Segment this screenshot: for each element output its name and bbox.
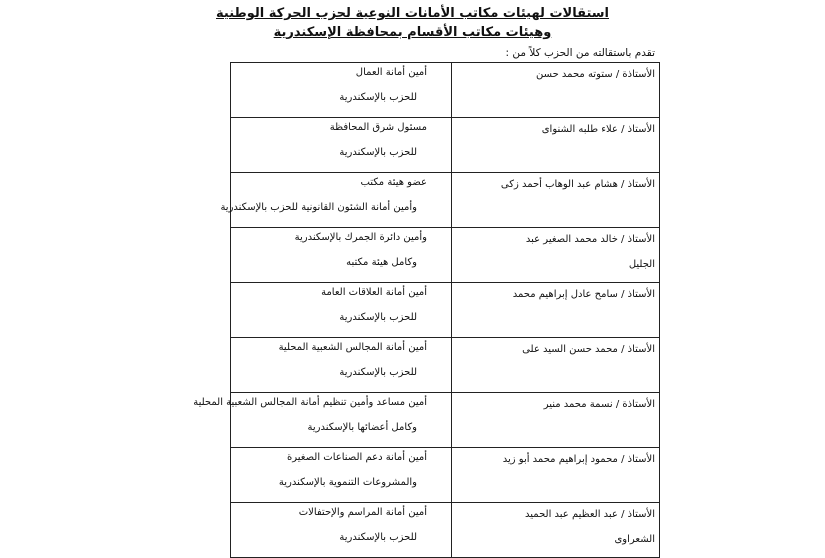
intro-text: تقدم باستقالته من الحزب كلاً من :: [505, 47, 655, 59]
position-detail: للحزب بالإسكندرية: [339, 92, 417, 103]
position-cell: [231, 228, 452, 283]
person-name: الأستاذة / ستوته محمد حسن: [536, 69, 655, 80]
position-title: أمين أمانة العمال: [355, 67, 427, 78]
position-title: مسئول شرق المحافظة: [329, 122, 427, 133]
position-title: أمين مساعد وأمين تنظيم أمانة المجالس الشعبية المحلية: [193, 397, 427, 408]
table-row: [231, 118, 660, 173]
position-cell: [231, 63, 452, 118]
position-title: أمين أمانة دعم الصناعات الصغيرة: [287, 452, 427, 463]
position-cell: [220, 173, 452, 228]
person-name-continued: الشعراوى: [614, 534, 655, 545]
document-title: استقالات لهيئات مكاتب الأمانات النوعية لحزب الحركة الوطنية: [216, 6, 609, 21]
table-row: [231, 448, 660, 503]
position-title: أمين أمانة المراسم والإحتفالات: [298, 507, 427, 518]
person-name: الأستاذ / محمود إبراهيم محمد أبو زيد: [502, 454, 655, 465]
document-subtitle: وهيئات مكاتب الأقسام بمحافظة الإسكندرية: [273, 25, 552, 40]
position-detail: للحزب بالإسكندرية: [339, 312, 417, 323]
position-title: وأمين دائرة الجمرك بالإسكندرية: [294, 232, 427, 243]
position-detail: وكامل أعضائها بالإسكندرية: [307, 422, 417, 433]
position-title: أمين أمانة المجالس الشعبية المحلية: [278, 342, 427, 353]
table-row: [231, 228, 660, 283]
position-detail: وكامل هيئة مكتبه: [346, 257, 417, 268]
table-row: [231, 173, 660, 228]
position-title: عضو هيئة مكتب: [360, 177, 427, 188]
position-cell: [231, 118, 452, 173]
person-name: الأستاذة / نسمة محمد منير: [543, 399, 655, 410]
person-name-cell: [452, 283, 660, 338]
position-cell: [193, 393, 452, 448]
person-name: الأستاذ / عبد العظيم عبد الحميد: [525, 509, 655, 520]
position-detail: وأمين أمانة الشئون القانونية للحزب بالإسكندرية: [220, 202, 417, 213]
person-name: الأستاذ / هشام عبد الوهاب أحمد زكى: [500, 179, 655, 190]
position-cell: [231, 338, 452, 393]
position-cell: [231, 448, 452, 503]
position-cell: [231, 503, 452, 558]
table-row: [231, 63, 660, 118]
table-row: [231, 393, 660, 448]
position-cell: [231, 283, 452, 338]
person-name: الأستاذ / علاء طلبه الشنواى: [541, 124, 655, 135]
position-detail: للحزب بالإسكندرية: [339, 532, 417, 543]
resignations-table: [193, 62, 660, 558]
person-name-cell: [452, 448, 660, 503]
position-detail: والمشروعات التنموية بالإسكندرية: [278, 477, 417, 488]
position-title: أمين أمانة العلاقات العامة: [321, 287, 427, 298]
table-row: [231, 283, 660, 338]
person-name-continued: الجليل: [628, 259, 655, 270]
position-detail: للحزب بالإسكندرية: [339, 147, 417, 158]
person-name-cell: [452, 393, 660, 448]
person-name-cell: [452, 118, 660, 173]
table-row: [231, 503, 660, 558]
person-name-cell: [452, 503, 660, 558]
person-name-cell: [452, 173, 660, 228]
person-name: الأستاذ / خالد محمد الصغير عبد: [525, 234, 655, 245]
person-name-cell: [452, 338, 660, 393]
person-name-cell: [452, 63, 660, 118]
person-name-cell: [452, 228, 660, 283]
person-name: الأستاذ / محمد حسن السيد على: [522, 344, 655, 355]
position-detail: للحزب بالإسكندرية: [339, 367, 417, 378]
table-row: [231, 338, 660, 393]
person-name: الأستاذ / سامح عادل إبراهيم محمد: [512, 289, 655, 300]
